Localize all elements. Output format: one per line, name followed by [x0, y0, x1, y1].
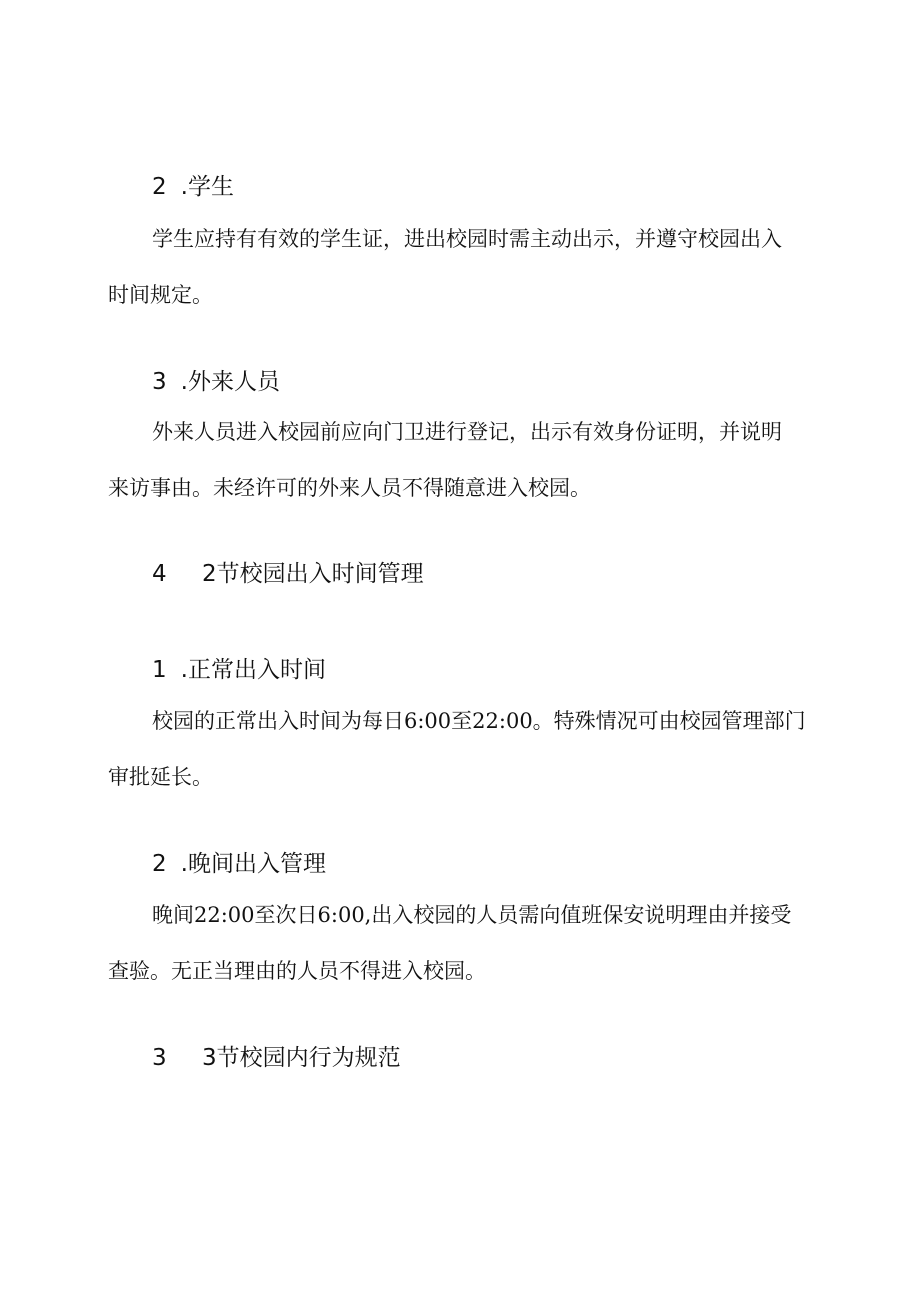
heading-dot: . [180, 657, 188, 683]
heading-number: 2 [152, 174, 167, 200]
paragraph-line: 时间规定。 [108, 283, 213, 307]
paragraph-line: 外来人员进入校园前应向门卫进行登记，出示有效身份证明，并说明 [152, 420, 782, 444]
heading-number: 1 [152, 657, 167, 683]
paragraph-line: 审批延长。 [108, 765, 213, 789]
heading-dot: . [180, 369, 188, 395]
heading-dot: . [180, 174, 188, 200]
heading-number: 3 [152, 369, 167, 395]
paragraph-line: 校园的正常出入时间为每日6:00至22:00。特殊情况可由校园管理部门 [152, 709, 806, 733]
heading-dot: . [180, 851, 188, 877]
paragraph-line: 来访事由。未经许可的外来人员不得随意进入校园。 [108, 476, 591, 500]
paragraph-night-access [108, 887, 808, 999]
heading-number: 2 [152, 851, 167, 877]
paragraph-normal-hours [108, 693, 808, 805]
section-heading-access-time [152, 559, 424, 589]
paragraph-students [108, 211, 808, 323]
heading-normal-hours [152, 655, 326, 685]
heading-visitors [152, 367, 280, 397]
section-title: 3节校园内行为规范 [202, 1045, 401, 1071]
section-title: 2节校园出入时间管理 [202, 561, 424, 587]
paragraph-line: 学生应持有有效的学生证，进出校园时需主动出示，并遵守校园出入 [152, 227, 782, 251]
section-heading-conduct [152, 1043, 401, 1073]
section-number: 4 [152, 561, 167, 587]
heading-text: 正常出入时间 [187, 657, 326, 683]
section-number: 3 [152, 1045, 167, 1071]
paragraph-visitors [108, 404, 808, 516]
paragraph-line: 查验。无正当理由的人员不得进入校园。 [108, 959, 486, 983]
heading-text: 晚间出入管理 [187, 851, 326, 877]
heading-night-access [152, 849, 326, 879]
heading-students [152, 172, 234, 202]
heading-text: 学生 [187, 174, 234, 200]
heading-text: 外来人员 [187, 369, 280, 395]
paragraph-line: 晚间22:00至次日6:00,出入校园的人员需向值班保安说明理由并接受 [152, 903, 792, 927]
